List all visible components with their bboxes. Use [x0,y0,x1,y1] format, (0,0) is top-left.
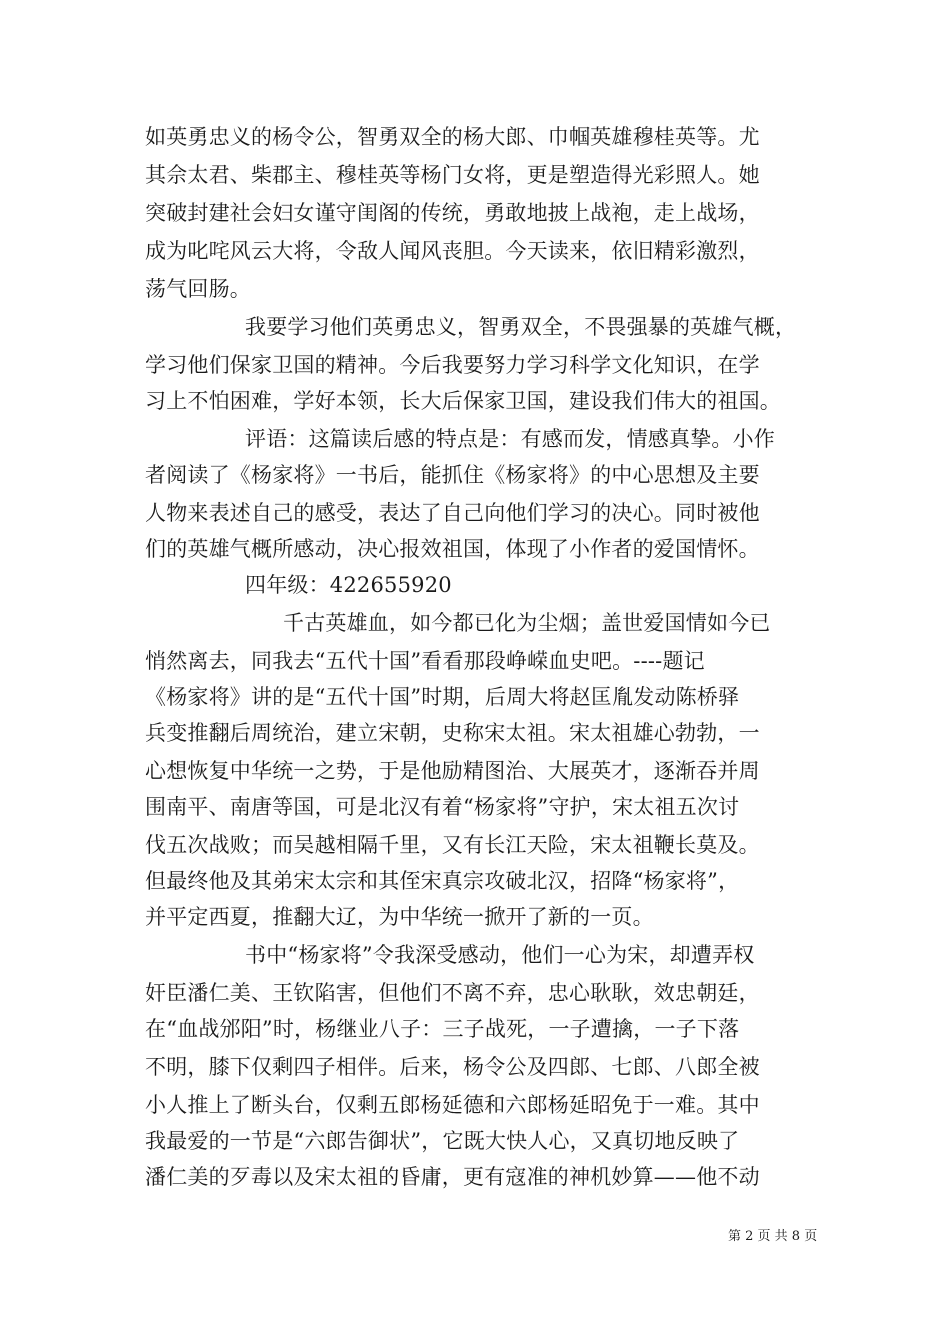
epigraph-line: 悄然离去，同我去“五代十国”看看那段峥嵘血史吧。----题记 [145,649,705,673]
grade-heading: 四年级：422655920 [245,573,452,597]
comment-line: 人物来表述自己的感受，表达了自己向他们学习的决心。同时被他 [145,501,760,525]
text-line: 围南平、南唐等国，可是北汉有着“杨家将”守护，宋太祖五次讨 [145,795,740,819]
text-line: 不明，膝下仅剩四子相伴。后来，杨令公及四郎、七郎、八郎全被 [145,1055,760,1079]
text-line: 成为叱咤风云大将，令敌人闻风丧胆。今天读来，依旧精彩激烈， [145,239,760,263]
text-line: 荡气回肠。 [145,277,251,301]
text-line: 心想恢复中华统一之势，于是他励精图治、大展英才，逐渐吞并周 [145,759,760,783]
text-line: 突破封建社会妇女谨守闺阁的传统，勇敢地披上战袍，走上战场， [145,201,760,225]
text-line: 奸臣潘仁美、王钦陷害，但他们不离不弃，忠心耿耿，效忠朝廷， [145,981,760,1005]
text-line: 伐五次战败；而吴越相隔千里，又有长江天险，宋太祖鞭长莫及。 [145,833,760,857]
text-line: 习上不怕困难，学好本领，长大后保家卫国，建设我们伟大的祖国。 [145,389,781,413]
epigraph-line: 千古英雄血，如今都已化为尘烟；盖世爱国情如今已 [283,611,771,635]
text-line: 学习他们保家卫国的精神。今后我要努力学习科学文化知识，在学 [145,353,760,377]
comment-line: 者阅读了《杨家将》一书后，能抓住《杨家将》的中心思想及主要 [145,463,760,487]
page-number-footer: 第 2 页 共 8 页 [728,1229,818,1244]
text-line: 我要学习他们英勇忠义，智勇双全，不畏强暴的英雄气概， [245,315,797,339]
text-line: 潘仁美的歹毒以及宋太祖的昏庸，更有寇准的神机妙算——他不动 [145,1165,760,1189]
comment-line: 评语：这篇读后感的特点是：有感而发，情感真挚。小作 [245,427,775,451]
text-line: 在“血战邠阳”时，杨继业八子：三子战死，一子遭擒，一子下落 [145,1017,740,1041]
text-line: 兵变推翻后周统治，建立宋朝，史称宋太祖。宋太祖雄心勃勃，一 [145,721,760,745]
text-line: 《杨家将》讲的是“五代十国”时期，后周大将赵匡胤发动陈桥驿 [145,685,740,709]
text-line: 我最爱的一节是“六郎告御状”，它既大快人心，又真切地反映了 [145,1129,740,1153]
text-line: 如英勇忠义的杨令公，智勇双全的杨大郎、巾帼英雄穆桂英等。尤 [145,125,760,149]
text-line: 其佘太君、柴郡主、穆桂英等杨门女将，更是塑造得光彩照人。她 [145,163,760,187]
comment-line: 们的英雄气概所感动，决心报效祖国，体现了小作者的爱国情怀。 [145,537,760,561]
text-line: 并平定西夏，推翻大辽，为中华统一掀开了新的一页。 [145,905,654,929]
text-line: 小人推上了断头台，仅剩五郎杨延德和六郎杨延昭免于一难。其中 [145,1093,760,1117]
text-line: 书中“杨家将”令我深受感动，他们一心为宋，却遭弄权 [245,943,755,967]
text-line: 但最终他及其弟宋太宗和其侄宋真宗攻破北汉，招降“杨家将”， [145,869,740,893]
